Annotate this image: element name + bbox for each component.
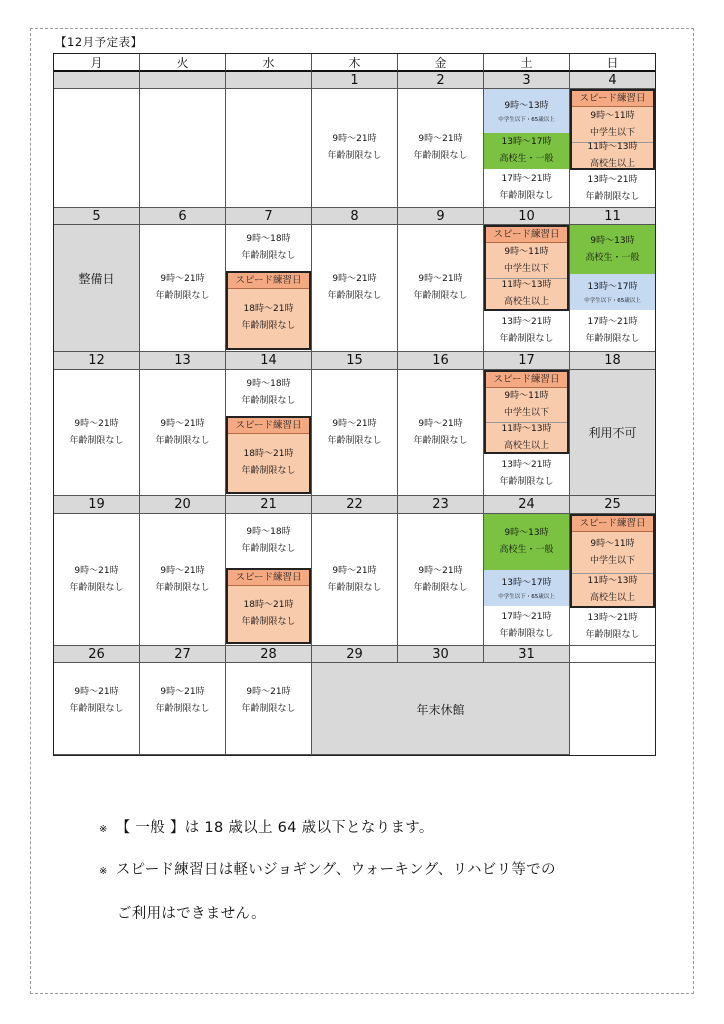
day-cell-11 [570, 225, 655, 352]
age-text: 年齢制限なし [155, 582, 210, 593]
day-cell-26 [54, 663, 140, 755]
age-text: 年齢制限なし [69, 435, 124, 446]
slot-open [570, 310, 655, 351]
time-text: 17時〜21時 [587, 316, 638, 327]
date-cell: 12 [54, 352, 140, 370]
day-cell-3 [484, 89, 570, 208]
day-cell-27 [140, 663, 226, 755]
age-text: 年齢制限なし [327, 435, 382, 446]
week4-body [54, 514, 655, 646]
note-mark: ※ [99, 866, 108, 877]
time-text: 13時〜21時 [587, 612, 638, 623]
slot-junior [572, 107, 653, 142]
slot-open [484, 454, 569, 494]
date-cell: 13 [140, 352, 226, 370]
age-text: 年齢制限なし [499, 628, 554, 639]
time-text: 9時〜21時 [332, 274, 377, 284]
slot-open [226, 514, 311, 568]
time-text: 9時〜18時 [246, 379, 291, 389]
age-text: 年齢制限なし [413, 435, 468, 446]
date-cell: 25 [570, 496, 655, 514]
time-text: 9時〜11時 [504, 246, 549, 257]
day-cell-23 [398, 514, 484, 646]
age-text: 中学生以下 [503, 263, 549, 274]
day-cell-22 [312, 514, 398, 646]
time-text: 9時〜13時 [504, 100, 549, 111]
day-cell-6 [140, 225, 226, 352]
week5-body [54, 663, 655, 755]
day-cell-16 [398, 370, 484, 496]
speed-day-box [484, 225, 569, 311]
week5-dates [54, 646, 655, 663]
note-text: ご利用はできません。 [117, 906, 266, 922]
age-text: 年齢制限なし [499, 334, 554, 344]
age-text: 高校生・一般 [499, 154, 554, 164]
note-general-age [99, 816, 434, 837]
slot-junior [486, 388, 567, 422]
age-text: 年齢制限なし [241, 704, 296, 714]
date-cell: 1 [312, 72, 398, 89]
weekday-fri: 金 [398, 54, 484, 72]
age-text: 年齢制限なし [499, 191, 554, 201]
date-cell: 17 [484, 352, 570, 370]
time-text: 13時〜21時 [587, 174, 638, 185]
week3-body [54, 370, 655, 496]
slot-open [484, 606, 569, 645]
time-text: 9時〜21時 [160, 418, 205, 429]
slot-open [226, 370, 311, 416]
date-cell: 22 [312, 496, 398, 514]
week1-body [54, 89, 655, 208]
age-text: 中学生以下・65歳以上 [584, 297, 641, 304]
maintenance-text: 整備日 [78, 272, 115, 286]
age-text: 年齢制限なし [413, 291, 468, 301]
age-text: 年齢制限なし [241, 544, 296, 554]
empty-cell [226, 89, 312, 208]
weekday-wed: 水 [226, 54, 312, 72]
weekday-header [54, 54, 655, 72]
week2-dates [54, 208, 655, 225]
date-cell: 9 [398, 208, 484, 225]
weekday-thu: 木 [312, 54, 398, 72]
day-cell-17 [484, 370, 570, 496]
slot-open [228, 586, 309, 642]
day-cell-19 [54, 514, 140, 646]
empty-cell [54, 89, 140, 208]
day-cell-21 [226, 514, 312, 646]
weekday-sat: 土 [484, 54, 570, 72]
time-text: 9時〜21時 [74, 687, 119, 697]
time-text: 13時〜17時 [587, 281, 638, 292]
date-cell [226, 72, 312, 89]
slot-junior [572, 532, 653, 573]
speed-day-label: スピード練習日 [228, 273, 309, 289]
date-cell: 7 [226, 208, 312, 225]
age-text: 年齢制限なし [241, 321, 296, 331]
date-cell: 11 [570, 208, 655, 225]
speed-day-label: スピード練習日 [572, 91, 653, 107]
slot-junior-senior [484, 89, 569, 133]
speed-day-box [226, 568, 311, 644]
time-text: 9時〜21時 [74, 418, 119, 429]
time-text: 9時〜21時 [160, 274, 205, 284]
time-text: 9時〜11時 [590, 538, 635, 549]
age-text: 中学生以下・65歳以上 [498, 593, 555, 600]
time-text: 9時〜21時 [332, 565, 377, 576]
day-cell-20 [140, 514, 226, 646]
time-text: 9時〜21時 [418, 134, 463, 144]
day-cell-7 [226, 225, 312, 352]
note-mark: ※ [99, 824, 108, 835]
slot-hs-above [572, 142, 653, 168]
slot-open [228, 289, 309, 347]
time-text: 13時〜17時 [501, 577, 552, 588]
age-text: 年齢制限なし [69, 704, 124, 714]
time-text: 13時〜17時 [501, 137, 552, 147]
time-text: 9時〜21時 [332, 134, 377, 144]
date-cell: 8 [312, 208, 398, 225]
slot-junior-senior [570, 274, 655, 310]
weekday-tue: 火 [140, 54, 226, 72]
age-text: 年齢制限なし [499, 477, 554, 487]
slot-junior-senior [484, 570, 569, 606]
slot-hs-general [484, 133, 569, 169]
speed-day-label: スピード練習日 [228, 570, 309, 586]
year-end-text: 年末休館 [416, 703, 465, 717]
date-cell: 29 [312, 646, 398, 663]
time-text: 9時〜21時 [418, 274, 463, 284]
empty-cell [570, 663, 655, 755]
speed-day-box [570, 514, 655, 608]
date-cell: 26 [54, 646, 140, 663]
speed-day-box [484, 370, 569, 454]
speed-day-box [226, 271, 311, 350]
day-cell-15 [312, 370, 398, 496]
age-text: 年齢制限なし [241, 617, 296, 627]
time-text: 18時〜21時 [243, 600, 294, 610]
age-text: 高校生以上 [589, 158, 635, 169]
time-text: 11時〜13時 [587, 141, 638, 152]
time-text: 9時〜21時 [74, 565, 119, 576]
day-cell-2 [398, 89, 484, 208]
slot-junior [486, 243, 567, 278]
age-text: 高校生・一般 [499, 545, 554, 555]
page-title: 【12月予定表】 [55, 35, 143, 49]
weekday-sun: 日 [570, 54, 655, 72]
age-text: 年齢制限なし [241, 396, 296, 406]
day-cell-8 [312, 225, 398, 352]
calendar [53, 53, 656, 756]
slot-hs-above [486, 422, 567, 452]
slot-hs-above [572, 573, 653, 606]
age-text: 年齢制限なし [155, 704, 210, 714]
slot-hs-general [570, 225, 655, 274]
time-text: 9時〜18時 [246, 527, 291, 537]
day-cell-25 [570, 514, 655, 646]
speed-day-label: スピード練習日 [228, 418, 309, 434]
note-speed-day [99, 858, 556, 879]
date-cell: 18 [570, 352, 655, 370]
date-cell: 2 [398, 72, 484, 89]
note-speed-day-cont [117, 902, 266, 923]
day-cell-13 [140, 370, 226, 496]
date-cell: 19 [54, 496, 140, 514]
age-text: 年齢制限なし [585, 333, 640, 344]
date-cell: 30 [398, 646, 484, 663]
time-text: 9時〜11時 [504, 391, 549, 401]
day-cell-9 [398, 225, 484, 352]
time-text: 9時〜21時 [246, 687, 291, 697]
date-cell: 3 [484, 72, 570, 89]
speed-day-label: スピード練習日 [572, 516, 653, 532]
date-cell: 24 [484, 496, 570, 514]
date-cell [570, 646, 655, 663]
age-text: 中学生以下 [503, 408, 549, 418]
time-text: 17時〜21時 [501, 174, 552, 184]
date-cell [140, 72, 226, 89]
time-text: 9時〜21時 [160, 565, 205, 576]
age-text: 年齢制限なし [155, 291, 210, 301]
date-cell: 31 [484, 646, 570, 663]
speed-day-box [226, 416, 311, 494]
date-cell: 16 [398, 352, 484, 370]
slot-open [226, 225, 311, 271]
week3-dates [54, 352, 655, 370]
age-text: 中学生以下 [589, 127, 635, 138]
slot-open [484, 311, 569, 351]
date-cell: 15 [312, 352, 398, 370]
time-text: 9時〜21時 [160, 687, 205, 697]
slot-open [570, 170, 655, 207]
note-text: 【 一般 】は 18 歳以上 64 歳以下となります。 [115, 820, 434, 836]
slot-hs-general [484, 514, 569, 570]
time-text: 9時〜21時 [332, 418, 377, 429]
date-cell: 6 [140, 208, 226, 225]
date-cell: 28 [226, 646, 312, 663]
empty-cell [140, 89, 226, 208]
week4-dates [54, 496, 655, 514]
time-text: 13時〜21時 [501, 460, 552, 470]
date-cell: 14 [226, 352, 312, 370]
age-text: 年齢制限なし [69, 582, 124, 593]
speed-day-label: スピード練習日 [486, 372, 567, 388]
date-cell: 10 [484, 208, 570, 225]
age-text: 年齢制限なし [327, 582, 382, 593]
slot-open [228, 434, 309, 492]
age-text: 高校生・一般 [585, 252, 640, 263]
week2-body [54, 225, 655, 352]
age-text: 年齢制限なし [241, 466, 296, 476]
age-text: 高校生以上 [503, 297, 549, 307]
day-cell-14 [226, 370, 312, 496]
time-text: 9時〜13時 [504, 528, 549, 538]
weekday-mon: 月 [54, 54, 140, 72]
date-cell [54, 72, 140, 89]
age-text: 年齢制限なし [585, 191, 640, 202]
week1-dates [54, 72, 655, 89]
time-text: 9時〜18時 [246, 234, 291, 244]
date-cell: 23 [398, 496, 484, 514]
age-text: 中学生以下・65歳以上 [498, 116, 555, 123]
age-text: 年齢制限なし [327, 291, 382, 301]
day-cell-18 [570, 370, 655, 496]
age-text: 高校生以上 [589, 593, 635, 603]
time-text: 18時〜21時 [243, 304, 294, 314]
time-text: 17時〜21時 [501, 611, 552, 622]
note-text: スピード練習日は軽いジョギング、ウォーキング、リハビリ等での [115, 862, 556, 878]
time-text: 9時〜13時 [590, 235, 635, 246]
time-text: 9時〜21時 [418, 418, 463, 429]
day-cell-4 [570, 89, 655, 208]
age-text: 年齢制限なし [241, 251, 296, 261]
slot-hs-above [486, 278, 567, 309]
time-text: 11時〜13時 [501, 280, 552, 290]
age-text: 年齢制限なし [155, 435, 210, 446]
date-cell: 21 [226, 496, 312, 514]
time-text: 13時〜21時 [501, 317, 552, 327]
speed-day-label: スピード練習日 [486, 227, 567, 243]
speed-day-box [570, 89, 655, 170]
time-text: 18時〜21時 [243, 449, 294, 459]
date-cell: 27 [140, 646, 226, 663]
age-text: 年齢制限なし [585, 629, 640, 640]
year-end-closure [312, 663, 570, 755]
date-cell: 5 [54, 208, 140, 225]
age-text: 年齢制限なし [413, 151, 468, 161]
day-cell-10 [484, 225, 570, 352]
time-text: 9時〜11時 [590, 110, 635, 121]
age-text: 高校生以上 [503, 440, 549, 451]
age-text: 中学生以下 [589, 555, 635, 566]
slot-open [484, 169, 569, 207]
age-text: 年齢制限なし [327, 151, 382, 161]
day-cell-28 [226, 663, 312, 755]
unavailable-text: 利用不可 [588, 426, 637, 440]
date-cell: 20 [140, 496, 226, 514]
date-cell: 4 [570, 72, 655, 89]
day-cell-1 [312, 89, 398, 208]
day-cell-24 [484, 514, 570, 646]
time-text: 9時〜21時 [418, 565, 463, 576]
slot-open [570, 608, 655, 645]
time-text: 11時〜13時 [587, 576, 638, 586]
day-cell-12 [54, 370, 140, 496]
day-cell-5 [54, 225, 140, 352]
time-text: 11時〜13時 [501, 423, 552, 434]
age-text: 年齢制限なし [413, 582, 468, 593]
